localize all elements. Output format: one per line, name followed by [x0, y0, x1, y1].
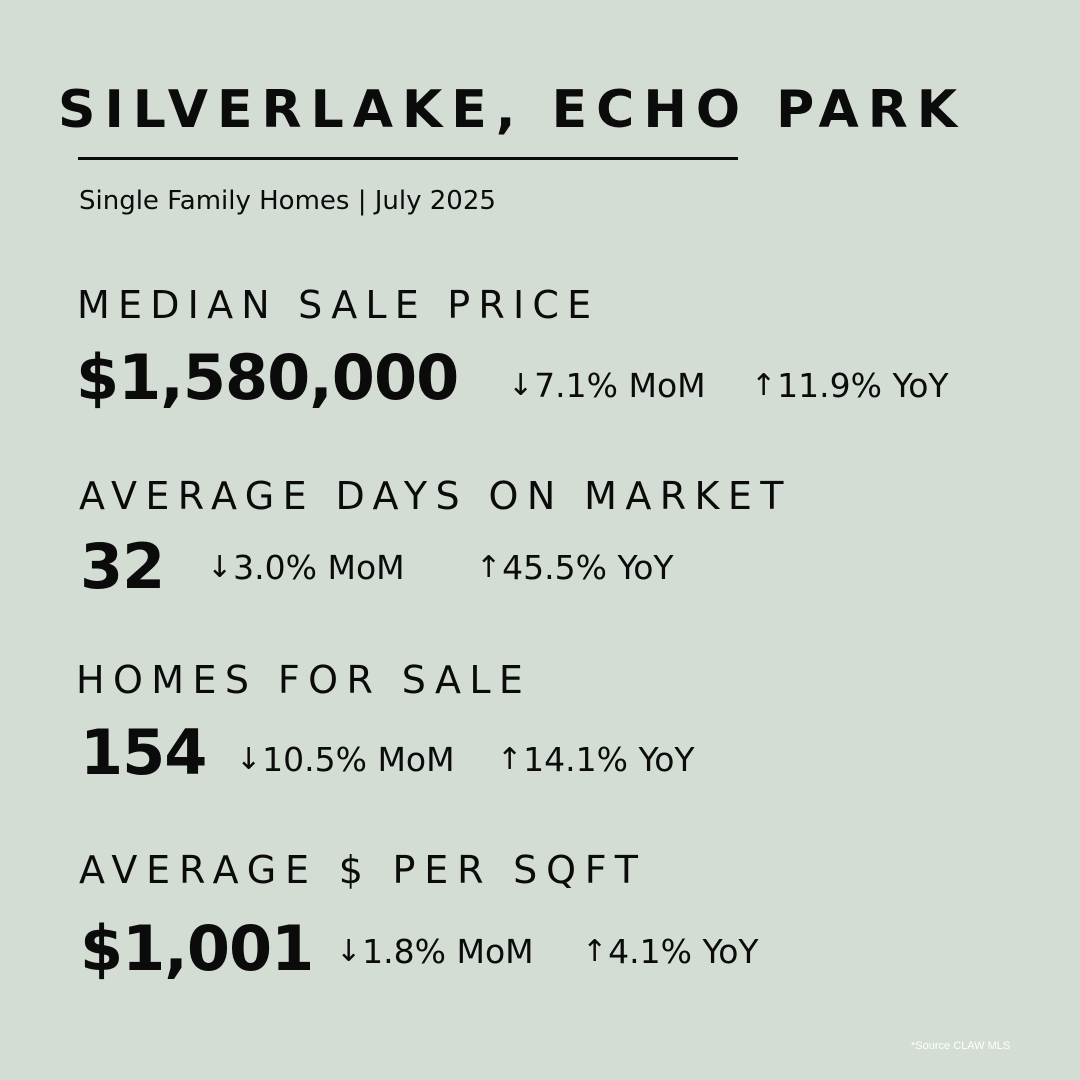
page-subtitle: Single Family Homes | July 2025	[79, 186, 496, 216]
median-sale-price-mom	[508, 366, 706, 406]
homes-for-sale-yoy-text: 14.1% YoY	[523, 740, 695, 779]
title-underline	[78, 157, 738, 160]
arrow-up-icon: ↑	[582, 934, 608, 969]
arrow-down-icon: ↓	[236, 742, 262, 777]
average-days-on-market-label: AVERAGE DAYS ON MARKET	[79, 474, 792, 518]
arrow-down-icon: ↓	[207, 550, 233, 585]
median-sale-price-yoy-text: 11.9% YoY	[777, 366, 949, 405]
average-days-on-market-value: 32	[80, 530, 165, 603]
arrow-down-icon: ↓	[336, 934, 362, 969]
average-days-on-market-yoy-text: 45.5% YoY	[502, 548, 674, 587]
average-price-per-sqft-mom	[336, 932, 534, 972]
arrow-up-icon: ↑	[476, 550, 502, 585]
homes-for-sale-value: 154	[80, 716, 207, 789]
homes-for-sale-mom-text: 10.5% MoM	[262, 740, 455, 779]
arrow-up-icon: ↑	[751, 368, 777, 403]
median-sale-price-yoy	[751, 366, 949, 406]
average-price-per-sqft-mom-text: 1.8% MoM	[362, 932, 534, 971]
average-days-on-market-yoy	[476, 548, 674, 588]
arrow-up-icon: ↑	[497, 742, 523, 777]
arrow-down-icon: ↓	[508, 368, 534, 403]
median-sale-price-value: $1,580,000	[76, 341, 459, 414]
median-sale-price-label: MEDIAN SALE PRICE	[77, 283, 600, 327]
homes-for-sale-label: HOMES FOR SALE	[76, 658, 532, 702]
average-price-per-sqft-yoy-text: 4.1% YoY	[608, 932, 759, 971]
page-title: SILVERLAKE, ECHO PARK	[58, 80, 967, 140]
average-price-per-sqft-label: AVERAGE $ PER SQFT	[79, 848, 647, 892]
average-days-on-market-mom	[207, 548, 405, 588]
average-days-on-market-mom-text: 3.0% MoM	[233, 548, 405, 587]
average-price-per-sqft-yoy	[582, 932, 759, 972]
homes-for-sale-yoy	[497, 740, 695, 780]
average-price-per-sqft-value: $1,001	[80, 912, 314, 985]
median-sale-price-mom-text: 7.1% MoM	[534, 366, 706, 405]
source-note: *Source CLAW MLS	[911, 1040, 1011, 1052]
homes-for-sale-mom	[236, 740, 455, 780]
